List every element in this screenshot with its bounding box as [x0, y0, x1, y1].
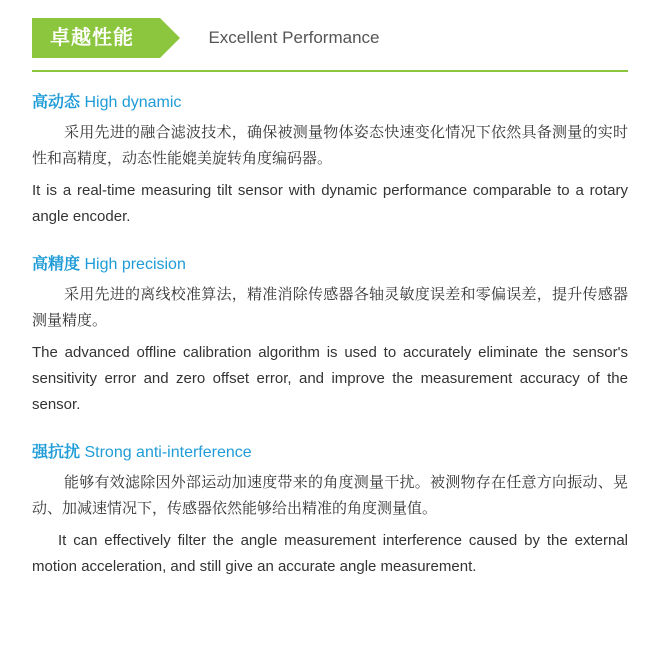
heading-en: Strong anti-interference — [84, 444, 252, 461]
section-high-dynamic — [32, 92, 628, 230]
section-heading-strong-anti-interference — [32, 442, 628, 464]
paragraph-cn-high-precision: 采用先进的离线校准算法，精准消除传感器各轴灵敏度误差和零偏误差，提升传感器测量精度。 — [32, 286, 628, 329]
section-header-banner — [32, 18, 628, 76]
heading-cn: 强抗扰 — [32, 444, 81, 461]
heading-en: High dynamic — [84, 94, 182, 111]
heading-en: High precision — [84, 256, 186, 273]
banner-block — [32, 18, 160, 58]
paragraph-en-high-precision: The advanced offline calibration algorithm is used to accurately eliminate the sensor's sensitivity error and zero offset error, and improve the measurement accuracy of the sensor. — [32, 344, 628, 413]
banner-subtitle-en: Excellent Performance — [208, 28, 380, 47]
heading-cn: 高精度 — [32, 256, 81, 273]
paragraph-cn-strong-anti-interference: 能够有效滤除因外部运动加速度带来的角度测量干扰。被测物存在任意方向振动、晃动、加减速情况下，传感器依然能够给出精准的角度测量值。 — [32, 474, 628, 517]
section-heading-high-dynamic — [32, 92, 628, 114]
paragraph-en-strong-anti-interference: It can effectively filter the angle measurement interference caused by the external motion acceleration, and still give an accurate angle measurement. — [32, 532, 628, 575]
banner-arrow-shape — [160, 18, 180, 58]
section-strong-anti-interference — [32, 442, 628, 580]
section-high-precision — [32, 254, 628, 418]
heading-cn: 高动态 — [32, 94, 81, 111]
document-page — [0, 18, 660, 658]
paragraph-cn-high-dynamic: 采用先进的融合滤波技术，确保被测量物体姿态快速变化情况下依然具备测量的实时性和高精度，动态性能媲美旋转角度编码器。 — [32, 124, 628, 167]
header-divider-line — [32, 70, 628, 72]
section-heading-high-precision — [32, 254, 628, 276]
banner-title-cn: 卓越性能 — [50, 27, 134, 49]
paragraph-en-high-dynamic: It is a real-time measuring tilt sensor with dynamic performance comparable to a rotary angle encoder. — [32, 182, 628, 225]
spacer — [32, 418, 628, 426]
spacer — [32, 230, 628, 238]
